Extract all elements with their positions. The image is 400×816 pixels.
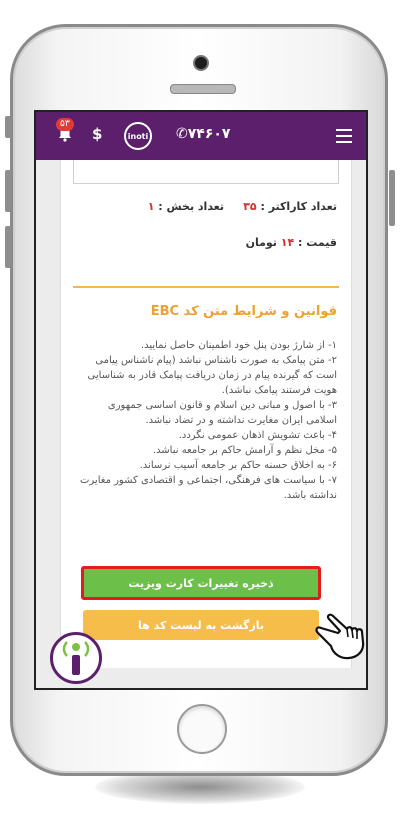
home-button[interactable]	[177, 704, 227, 754]
price-value: ۱۴	[280, 236, 295, 249]
back-to-codes-button[interactable]: بازگشت به لیست کد ها	[83, 610, 319, 640]
volume-up-button	[5, 170, 11, 212]
rule-item: ۱- از شارژ بودن پنل خود اطمینان حاصل نمایید.	[140, 340, 337, 351]
rule-item: ۲- متن پیامک به صورت ناشناس نباشد (پیام ناشناس پیامی است که گیرنده پیام در زمان دریافت پیامک قادر به شناسایی هویت فرستند پیامک نباشد).	[87, 355, 337, 396]
part-count-label: تعداد بخش :	[158, 200, 225, 213]
phone-icon: ✆	[176, 126, 188, 142]
app-screen	[34, 110, 368, 690]
earpiece-speaker	[170, 84, 236, 94]
price-unit: تومان	[245, 236, 277, 249]
support-phone[interactable]	[176, 126, 230, 142]
rule-item: ۶- به اخلاق حسنه حاکم بر جامعه آسیب نرساند.	[139, 460, 337, 471]
pointing-hand-icon	[311, 612, 367, 662]
notification-badge: ۵۳	[56, 118, 74, 131]
volume-down-button	[5, 226, 11, 268]
price-label: قیمت :	[298, 236, 337, 249]
rule-item: ۵- مخل نظم و آرامش حاکم بر جامعه نباشد.	[152, 445, 337, 456]
top-navbar	[36, 112, 366, 160]
section-divider	[73, 286, 339, 288]
signal-person-icon	[59, 638, 93, 678]
phone-number-text: ۷۴۶۰۷	[187, 126, 231, 142]
app-logo[interactable]	[124, 122, 152, 150]
rules-title: قوانین و شرایط متن کد EBC	[150, 304, 337, 319]
logo-text: inoti	[127, 131, 149, 141]
price-row	[246, 236, 337, 249]
mute-switch	[5, 116, 11, 138]
part-count-value: ۱	[147, 200, 155, 213]
currency-symbol: $	[92, 125, 103, 143]
message-textarea[interactable]	[73, 160, 339, 184]
power-button	[389, 170, 395, 226]
rule-item: ۴- باعث تشویش اذهان عمومی نگردد.	[178, 430, 337, 441]
credit-icon[interactable]	[92, 125, 102, 143]
content-card	[60, 160, 352, 668]
front-camera	[195, 57, 207, 69]
rules-list	[75, 338, 337, 503]
support-fab-button[interactable]	[50, 632, 102, 684]
hamburger-menu-icon[interactable]	[336, 129, 352, 143]
message-stats	[148, 200, 337, 213]
char-count-value: ۳۵	[243, 200, 257, 213]
rule-item: ۷- با سیاست های فرهنگی، اجتماعی و اقتصادی کشور مغایرت نداشته باشد.	[79, 475, 337, 501]
save-business-card-button[interactable]: ذخیره تغییرات کارت ویزیت	[81, 566, 321, 600]
char-count-label: تعداد کاراکتر :	[260, 200, 337, 213]
rule-item: ۳- با اصول و مبانی دین اسلام و قانون اساسی جمهوری اسلامی ایران مغایرت نداشته و در تضاد نباشد.	[107, 400, 337, 426]
